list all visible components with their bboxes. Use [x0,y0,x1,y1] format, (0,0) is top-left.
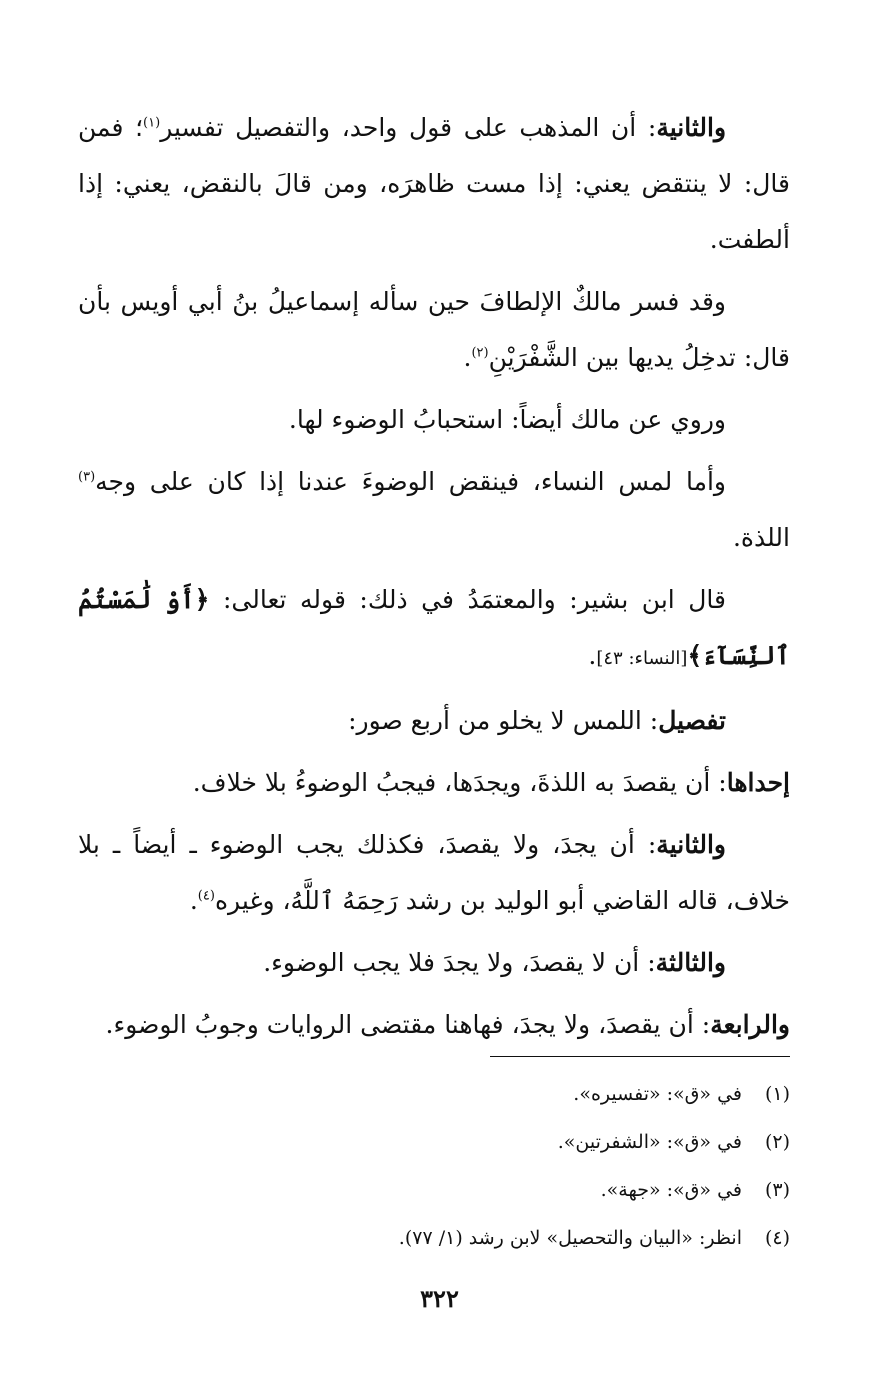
main-text [78,100,790,1059]
footnote-number: (٤) [764,1227,790,1249]
footnotes [78,1070,790,1262]
paragraph-text: : أن لا يقصدَ، ولا يجدَ فلا يجب الوضوء. [263,948,656,977]
paragraph-text: قال ابن بشير: والمعتمَدُ في ذلك: قوله تعالى: [209,585,726,614]
paragraph-2 [78,274,790,386]
paragraph-text-tail: ؛ فمن قال: لا ينتقض يعني: إذا مست ظاهرَه، ومن قالَ بالنقض، يعني: إذا ألطفت. [78,113,790,254]
verse-citation: [النساء: ٤٣] [596,648,688,669]
paragraph-text-tail: . [189,886,198,915]
footnote-3 [78,1166,790,1214]
footnote-ref[interactable]: (٢) [471,345,489,361]
paragraph-text: : أن يقصدَ به اللذةَ، ويجدَها، فيجبُ الوضوءُ بلا خلاف. [192,768,727,797]
footnote-text: في «ق»: «الشفرتين». [557,1131,742,1153]
paragraph-lead: تفصيل [658,706,726,735]
paragraph-8 [78,817,790,929]
paragraph-1 [78,100,790,268]
paragraph-lead: والثانية [656,830,726,859]
paragraph-text: : أن يقصدَ، ولا يجدَ، فهاهنا مقتضى الروايات وجوبُ الوضوء. [105,1010,711,1039]
paragraph-5 [78,572,790,687]
footnote-text: في «ق»: «جهة». [600,1179,742,1201]
paragraph-text: وقد فسر مالكٌ الإلطافَ حين سأله إسماعيلُ بنُ أبي أويس بأن قال: تدخِلُ يديها بين الشَّفْرَيْنِ [78,287,790,372]
footnote-ref[interactable]: (١) [143,115,161,131]
paragraph-text: : أن المذهب على قول واحد، والتفصيل تفسير [160,113,657,142]
paragraph-4 [78,454,790,566]
footnote-number: (٣) [764,1179,790,1201]
paragraph-6 [78,693,790,749]
page-number: ٣٢٢ [420,1284,459,1313]
paragraph-3 [78,392,790,448]
footnote-4 [78,1214,790,1262]
footnote-1 [78,1070,790,1118]
quran-verse: ﴿أَوْ لَٰمَسْتُمُ ٱلنِّسَآءَ﴾ [78,585,790,670]
paragraph-7 [78,755,790,811]
paragraph-9 [78,935,790,991]
paragraph-text: وأما لمس النساء، فينقض الوضوءَ عندنا إذا كان على وجه [95,467,726,496]
paragraph-lead: والثانية [656,113,727,142]
paragraph-text: وروي عن مالك أيضاً: استحبابُ الوضوء لها. [288,405,726,434]
footnote-number: (١) [764,1083,790,1105]
paragraph-text: : اللمس لا يخلو من أربع صور: [348,706,659,735]
paragraph-lead: والثالثة [655,948,726,977]
footnote-text: انظر: «البيان والتحصيل» لابن رشد (١/ ٧٧). [398,1227,742,1249]
paragraph-text-tail: . [588,641,597,670]
footnote-divider [490,1056,790,1057]
paragraph-text: : أن يجدَ، ولا يقصدَ، فكذلك يجب الوضوء ـ أيضاً ـ بلا خلاف، قاله القاضي أبو الوليد بن رشد رَحِمَهُ ٱللَّهُ، وغيره [78,830,790,915]
footnote-ref[interactable]: (٣) [78,469,96,485]
footnote-number: (٢) [764,1131,790,1153]
paragraph-10 [78,997,790,1053]
paragraph-text-tail: . [463,343,472,372]
footnote-ref[interactable]: (٤) [197,888,215,904]
footnote-2 [78,1118,790,1166]
paragraph-lead: والرابعة [710,1010,790,1039]
footnote-text: في «ق»: «تفسيره». [573,1083,742,1105]
paragraph-lead: إحداها [726,768,790,797]
paragraph-text-tail: اللذة. [732,523,790,552]
